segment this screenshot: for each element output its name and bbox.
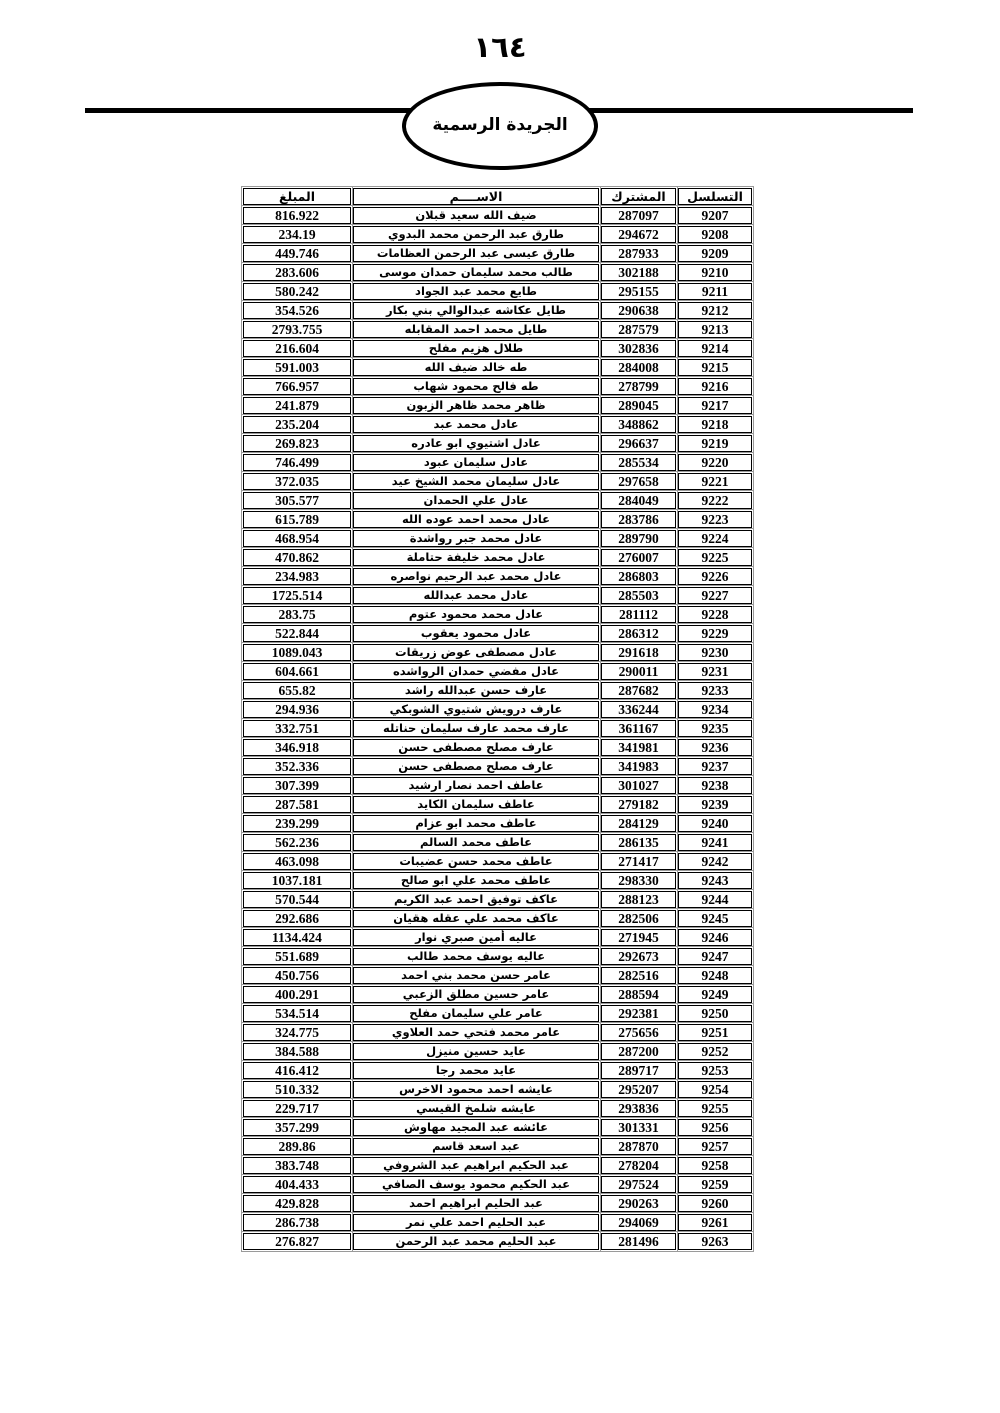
serial-cell: 9239 [678, 796, 752, 813]
name-cell: عاطف احمد نصار ارشيد [353, 777, 599, 794]
name-cell: عاكف توفيق احمد عبد الكريم [353, 891, 599, 908]
serial-cell: 9234 [678, 701, 752, 718]
table-row [243, 644, 752, 661]
table-row [243, 587, 752, 604]
name-cell: عبد الحليم محمد عبد الرحمن [353, 1233, 599, 1250]
subscriber-cell: 284129 [601, 815, 676, 832]
amount-cell: 615.789 [243, 511, 351, 528]
table-row [243, 416, 752, 433]
subscriber-cell: 302836 [601, 340, 676, 357]
table-row [243, 834, 752, 851]
table-row [243, 701, 752, 718]
table-row [243, 758, 752, 775]
serial-cell: 9252 [678, 1043, 752, 1060]
amount-cell: 234.19 [243, 226, 351, 243]
amount-cell: 468.954 [243, 530, 351, 547]
name-cell: عارف حسن عبدالله راشد [353, 682, 599, 699]
amount-cell: 2793.755 [243, 321, 351, 338]
amount-cell: 234.983 [243, 568, 351, 585]
subscriber-cell: 278204 [601, 1157, 676, 1174]
table-row [243, 359, 752, 376]
amount-cell: 746.499 [243, 454, 351, 471]
serial-cell: 9242 [678, 853, 752, 870]
table-row [243, 264, 752, 281]
name-cell: عادل مفضي حمدان الرواشده [353, 663, 599, 680]
amount-cell: 239.299 [243, 815, 351, 832]
amount-cell: 286.738 [243, 1214, 351, 1231]
subscriber-cell: 286312 [601, 625, 676, 642]
subscriber-cell: 348862 [601, 416, 676, 433]
amount-cell: 604.661 [243, 663, 351, 680]
serial-cell: 9237 [678, 758, 752, 775]
table-body [243, 207, 752, 1250]
amount-cell: 1134.424 [243, 929, 351, 946]
amount-cell: 292.686 [243, 910, 351, 927]
subscriber-cell: 289790 [601, 530, 676, 547]
subscriber-cell: 292673 [601, 948, 676, 965]
serial-cell: 9250 [678, 1005, 752, 1022]
subscriber-cell: 281112 [601, 606, 676, 623]
amount-cell: 1037.181 [243, 872, 351, 889]
name-cell: عادل محمد عبد الرحيم نواصره [353, 568, 599, 585]
serial-cell: 9253 [678, 1062, 752, 1079]
table-row [243, 1233, 752, 1250]
serial-cell: 9220 [678, 454, 752, 471]
amount-cell: 450.756 [243, 967, 351, 984]
serial-cell: 9215 [678, 359, 752, 376]
subscriber-cell: 336244 [601, 701, 676, 718]
table-row [243, 1138, 752, 1155]
amount-cell: 816.922 [243, 207, 351, 224]
page-number: ١٦٤ [473, 30, 527, 64]
table-row [243, 891, 752, 908]
subscriber-cell: 293836 [601, 1100, 676, 1117]
serial-cell: 9226 [678, 568, 752, 585]
serial-cell: 9207 [678, 207, 752, 224]
name-cell: ضيف الله سعيد قبلان [353, 207, 599, 224]
serial-cell: 9227 [678, 587, 752, 604]
name-cell: عاكف محمد علي عقله هقيان [353, 910, 599, 927]
serial-cell: 9259 [678, 1176, 752, 1193]
table-row [243, 245, 752, 262]
amount-cell: 289.86 [243, 1138, 351, 1155]
table-row [243, 321, 752, 338]
amount-cell: 354.526 [243, 302, 351, 319]
amount-cell: 229.717 [243, 1100, 351, 1117]
subscriber-cell: 290638 [601, 302, 676, 319]
amount-cell: 1725.514 [243, 587, 351, 604]
name-cell: طايل محمد احمد المقابله [353, 321, 599, 338]
table-row [243, 340, 752, 357]
amount-cell: 655.82 [243, 682, 351, 699]
subscriber-cell: 276007 [601, 549, 676, 566]
amount-cell: 400.291 [243, 986, 351, 1003]
serial-cell: 9228 [678, 606, 752, 623]
subscriber-cell: 287682 [601, 682, 676, 699]
table-row [243, 511, 752, 528]
subscriber-cell: 289717 [601, 1062, 676, 1079]
subscriber-cell: 289045 [601, 397, 676, 414]
subscriber-cell: 297524 [601, 1176, 676, 1193]
subscriber-cell: 294672 [601, 226, 676, 243]
subscriber-cell: 295155 [601, 283, 676, 300]
table-row [243, 378, 752, 395]
name-cell: عايشه شلمخ القيسي [353, 1100, 599, 1117]
amount-cell: 404.433 [243, 1176, 351, 1193]
name-cell: عبد الحكيم ابراهيم عبد الشروفي [353, 1157, 599, 1174]
table-row [243, 549, 752, 566]
name-cell: عامر حسن محمد بني احمد [353, 967, 599, 984]
serial-cell: 9260 [678, 1195, 752, 1212]
name-cell: عاليه أمين صبري نوار [353, 929, 599, 946]
subscriber-cell: 285503 [601, 587, 676, 604]
table-row [243, 1176, 752, 1193]
table-header-row [243, 188, 752, 205]
amount-cell: 216.604 [243, 340, 351, 357]
serial-cell: 9236 [678, 739, 752, 756]
subscriber-cell: 291618 [601, 644, 676, 661]
subscriber-cell: 271945 [601, 929, 676, 946]
subscriber-cell: 341983 [601, 758, 676, 775]
name-cell: عايشه احمد محمود الاخرس [353, 1081, 599, 1098]
header-amount: المبلغ [243, 188, 351, 205]
subscriber-cell: 282516 [601, 967, 676, 984]
serial-cell: 9233 [678, 682, 752, 699]
name-cell: عبد الحليم ابراهيم احمد [353, 1195, 599, 1212]
serial-cell: 9257 [678, 1138, 752, 1155]
table-row [243, 568, 752, 585]
name-cell: عامر حسين مطلق الزعبي [353, 986, 599, 1003]
subscriber-cell: 301331 [601, 1119, 676, 1136]
table-row [243, 207, 752, 224]
serial-cell: 9231 [678, 663, 752, 680]
name-cell: عامر علي سليمان مفلح [353, 1005, 599, 1022]
subscriber-cell: 288594 [601, 986, 676, 1003]
table-row [243, 454, 752, 471]
subscriber-cell: 292381 [601, 1005, 676, 1022]
serial-cell: 9255 [678, 1100, 752, 1117]
amount-cell: 287.581 [243, 796, 351, 813]
amount-cell: 470.862 [243, 549, 351, 566]
name-cell: عاليه يوسف محمد طالب [353, 948, 599, 965]
subscriber-cell: 287933 [601, 245, 676, 262]
table-row [243, 397, 752, 414]
name-cell: عائشه عبد المجيد مهاوش [353, 1119, 599, 1136]
name-cell: طلال هزيم مفلح [353, 340, 599, 357]
serial-cell: 9254 [678, 1081, 752, 1098]
amount-cell: 766.957 [243, 378, 351, 395]
name-cell: عارف مصلح مصطفى حسن [353, 739, 599, 756]
name-cell: ظاهر محمد ظاهر الزبون [353, 397, 599, 414]
name-cell: طارق عبد الرحمن محمد البدوي [353, 226, 599, 243]
subscriber-cell: 278799 [601, 378, 676, 395]
subscriber-cell: 361167 [601, 720, 676, 737]
subscriber-cell: 295207 [601, 1081, 676, 1098]
serial-cell: 9230 [678, 644, 752, 661]
name-cell: عادل سليمان عبود [353, 454, 599, 471]
name-cell: طه خالد ضيف الله [353, 359, 599, 376]
subscriber-cell: 288123 [601, 891, 676, 908]
name-cell: عاطف محمد السالم [353, 834, 599, 851]
subscriber-cell: 290011 [601, 663, 676, 680]
name-cell: عادل محمد جبر رواشدة [353, 530, 599, 547]
name-cell: طارق عيسى عبد الرحمن العظامات [353, 245, 599, 262]
serial-cell: 9238 [678, 777, 752, 794]
name-cell: طه فالح محمود شهاب [353, 378, 599, 395]
table-row [243, 910, 752, 927]
table-row [243, 1005, 752, 1022]
table-row [243, 530, 752, 547]
amount-cell: 324.775 [243, 1024, 351, 1041]
table-row [243, 1100, 752, 1117]
serial-cell: 9240 [678, 815, 752, 832]
serial-cell: 9229 [678, 625, 752, 642]
table-row [243, 853, 752, 870]
amount-cell: 429.828 [243, 1195, 351, 1212]
name-cell: عايد حسين منيزل [353, 1043, 599, 1060]
name-cell: طالب محمد سليمان حمدان موسى [353, 264, 599, 281]
amount-cell: 449.746 [243, 245, 351, 262]
serial-cell: 9209 [678, 245, 752, 262]
subscriber-cell: 287870 [601, 1138, 676, 1155]
amount-cell: 384.588 [243, 1043, 351, 1060]
amount-cell: 283.606 [243, 264, 351, 281]
subscriber-cell: 302188 [601, 264, 676, 281]
serial-cell: 9261 [678, 1214, 752, 1231]
table-row [243, 1214, 752, 1231]
name-cell: عادل محمد محمود عتوم [353, 606, 599, 623]
amount-cell: 383.748 [243, 1157, 351, 1174]
serial-cell: 9218 [678, 416, 752, 433]
subscriber-cell: 284008 [601, 359, 676, 376]
table-row [243, 606, 752, 623]
amount-cell: 357.299 [243, 1119, 351, 1136]
name-cell: عادل اشتيوي ابو عادره [353, 435, 599, 452]
subscriber-cell: 283786 [601, 511, 676, 528]
serial-cell: 9225 [678, 549, 752, 566]
amount-cell: 510.332 [243, 1081, 351, 1098]
subscriber-cell: 287097 [601, 207, 676, 224]
name-cell: عادل محمد عبد [353, 416, 599, 433]
name-cell: عارف درويش شتيوي الشوبكي [353, 701, 599, 718]
table-row [243, 682, 752, 699]
serial-cell: 9211 [678, 283, 752, 300]
subscriber-cell: 285534 [601, 454, 676, 471]
subscriber-cell: 297658 [601, 473, 676, 490]
table-row [243, 796, 752, 813]
serial-cell: 9210 [678, 264, 752, 281]
amount-cell: 283.75 [243, 606, 351, 623]
serial-cell: 9245 [678, 910, 752, 927]
amount-cell: 305.577 [243, 492, 351, 509]
amount-cell: 534.514 [243, 1005, 351, 1022]
table-row [243, 720, 752, 737]
subscriber-cell: 301027 [601, 777, 676, 794]
amount-cell: 522.844 [243, 625, 351, 642]
serial-cell: 9241 [678, 834, 752, 851]
table-row [243, 967, 752, 984]
serial-cell: 9244 [678, 891, 752, 908]
amount-cell: 551.689 [243, 948, 351, 965]
serial-cell: 9223 [678, 511, 752, 528]
serial-cell: 9217 [678, 397, 752, 414]
subscriber-cell: 286803 [601, 568, 676, 585]
serial-cell: 9246 [678, 929, 752, 946]
amount-cell: 570.544 [243, 891, 351, 908]
table-row [243, 948, 752, 965]
table-row [243, 226, 752, 243]
table-row [243, 1081, 752, 1098]
subscriber-cell: 282506 [601, 910, 676, 927]
gazette-banner-ellipse [402, 82, 598, 170]
amount-cell: 416.412 [243, 1062, 351, 1079]
table-row [243, 1062, 752, 1079]
subscriber-cell: 279182 [601, 796, 676, 813]
serial-cell: 9213 [678, 321, 752, 338]
table-row [243, 1024, 752, 1041]
serial-cell: 9243 [678, 872, 752, 889]
table-row [243, 986, 752, 1003]
name-cell: طايع محمد عبد الجواد [353, 283, 599, 300]
subscriber-cell: 296637 [601, 435, 676, 452]
name-cell: عادل سليمان محمد الشيخ عيد [353, 473, 599, 490]
amount-cell: 372.035 [243, 473, 351, 490]
table-row [243, 1157, 752, 1174]
amount-cell: 1089.043 [243, 644, 351, 661]
header-subscriber: المشترك [601, 188, 676, 205]
name-cell: عادل علي الحمدان [353, 492, 599, 509]
table-row [243, 492, 752, 509]
name-cell: عاطف محمد حسن عضيبات [353, 853, 599, 870]
subscriber-cell: 298330 [601, 872, 676, 889]
subscriber-cell: 287579 [601, 321, 676, 338]
name-cell: عاطف سليمان الكايد [353, 796, 599, 813]
name-cell: عامر محمد فتحي حمد العلاوي [353, 1024, 599, 1041]
subscriber-cell: 294069 [601, 1214, 676, 1231]
name-cell: عارف محمد عارف سليمان حناتله [353, 720, 599, 737]
header-serial: التسلسل [678, 188, 752, 205]
header-name: الاســــم [353, 188, 599, 205]
table-row [243, 815, 752, 832]
name-cell: عاطف محمد ابو عزام [353, 815, 599, 832]
name-cell: عايد محمد رجا [353, 1062, 599, 1079]
name-cell: طايل عكاشه عبدالوالي بني بكار [353, 302, 599, 319]
name-cell: عبد الحليم احمد علي نمر [353, 1214, 599, 1231]
name-cell: عادل محمد خليفة حتاملة [353, 549, 599, 566]
serial-cell: 9248 [678, 967, 752, 984]
name-cell: عاطف محمد علي ابو صالح [353, 872, 599, 889]
amount-cell: 463.098 [243, 853, 351, 870]
amount-cell: 591.003 [243, 359, 351, 376]
serial-cell: 9214 [678, 340, 752, 357]
table-row [243, 1043, 752, 1060]
table-row [243, 1119, 752, 1136]
serial-cell: 9263 [678, 1233, 752, 1250]
serial-cell: 9219 [678, 435, 752, 452]
table-row [243, 1195, 752, 1212]
serial-cell: 9249 [678, 986, 752, 1003]
table-row [243, 777, 752, 794]
amount-cell: 241.879 [243, 397, 351, 414]
name-cell: عادل محمد احمد عوده الله [353, 511, 599, 528]
serial-cell: 9247 [678, 948, 752, 965]
serial-cell: 9222 [678, 492, 752, 509]
subscriber-cell: 281496 [601, 1233, 676, 1250]
table-row [243, 739, 752, 756]
serial-cell: 9221 [678, 473, 752, 490]
amount-cell: 269.823 [243, 435, 351, 452]
amount-cell: 352.336 [243, 758, 351, 775]
name-cell: عادل محمود يعقوب [353, 625, 599, 642]
subscriber-cell: 284049 [601, 492, 676, 509]
name-cell: عبد اسعد قاسم [353, 1138, 599, 1155]
subscriber-cell: 275656 [601, 1024, 676, 1041]
table-row [243, 625, 752, 642]
subscriber-cell: 341981 [601, 739, 676, 756]
serial-cell: 9212 [678, 302, 752, 319]
serial-cell: 9224 [678, 530, 752, 547]
serial-cell: 9235 [678, 720, 752, 737]
table-row [243, 872, 752, 889]
table-row [243, 663, 752, 680]
amount-cell: 346.918 [243, 739, 351, 756]
serial-cell: 9216 [678, 378, 752, 395]
name-cell: عادل محمد عبدالله [353, 587, 599, 604]
table-row [243, 302, 752, 319]
subscribers-table [241, 186, 754, 1252]
serial-cell: 9256 [678, 1119, 752, 1136]
gazette-title: الجريدة الرسمية [432, 115, 568, 135]
subscriber-cell: 287200 [601, 1043, 676, 1060]
table-row [243, 435, 752, 452]
serial-cell: 9258 [678, 1157, 752, 1174]
subscriber-cell: 286135 [601, 834, 676, 851]
table-row [243, 283, 752, 300]
amount-cell: 580.242 [243, 283, 351, 300]
name-cell: عارف مصلح مصطفى حسن [353, 758, 599, 775]
amount-cell: 294.936 [243, 701, 351, 718]
amount-cell: 307.399 [243, 777, 351, 794]
table-row [243, 473, 752, 490]
name-cell: عادل مصطفى عوض زريقات [353, 644, 599, 661]
amount-cell: 276.827 [243, 1233, 351, 1250]
subscriber-cell: 271417 [601, 853, 676, 870]
serial-cell: 9208 [678, 226, 752, 243]
table-row [243, 929, 752, 946]
name-cell: عبد الحكيم محمود يوسف الصافي [353, 1176, 599, 1193]
amount-cell: 332.751 [243, 720, 351, 737]
serial-cell: 9251 [678, 1024, 752, 1041]
amount-cell: 235.204 [243, 416, 351, 433]
subscriber-cell: 290263 [601, 1195, 676, 1212]
amount-cell: 562.236 [243, 834, 351, 851]
